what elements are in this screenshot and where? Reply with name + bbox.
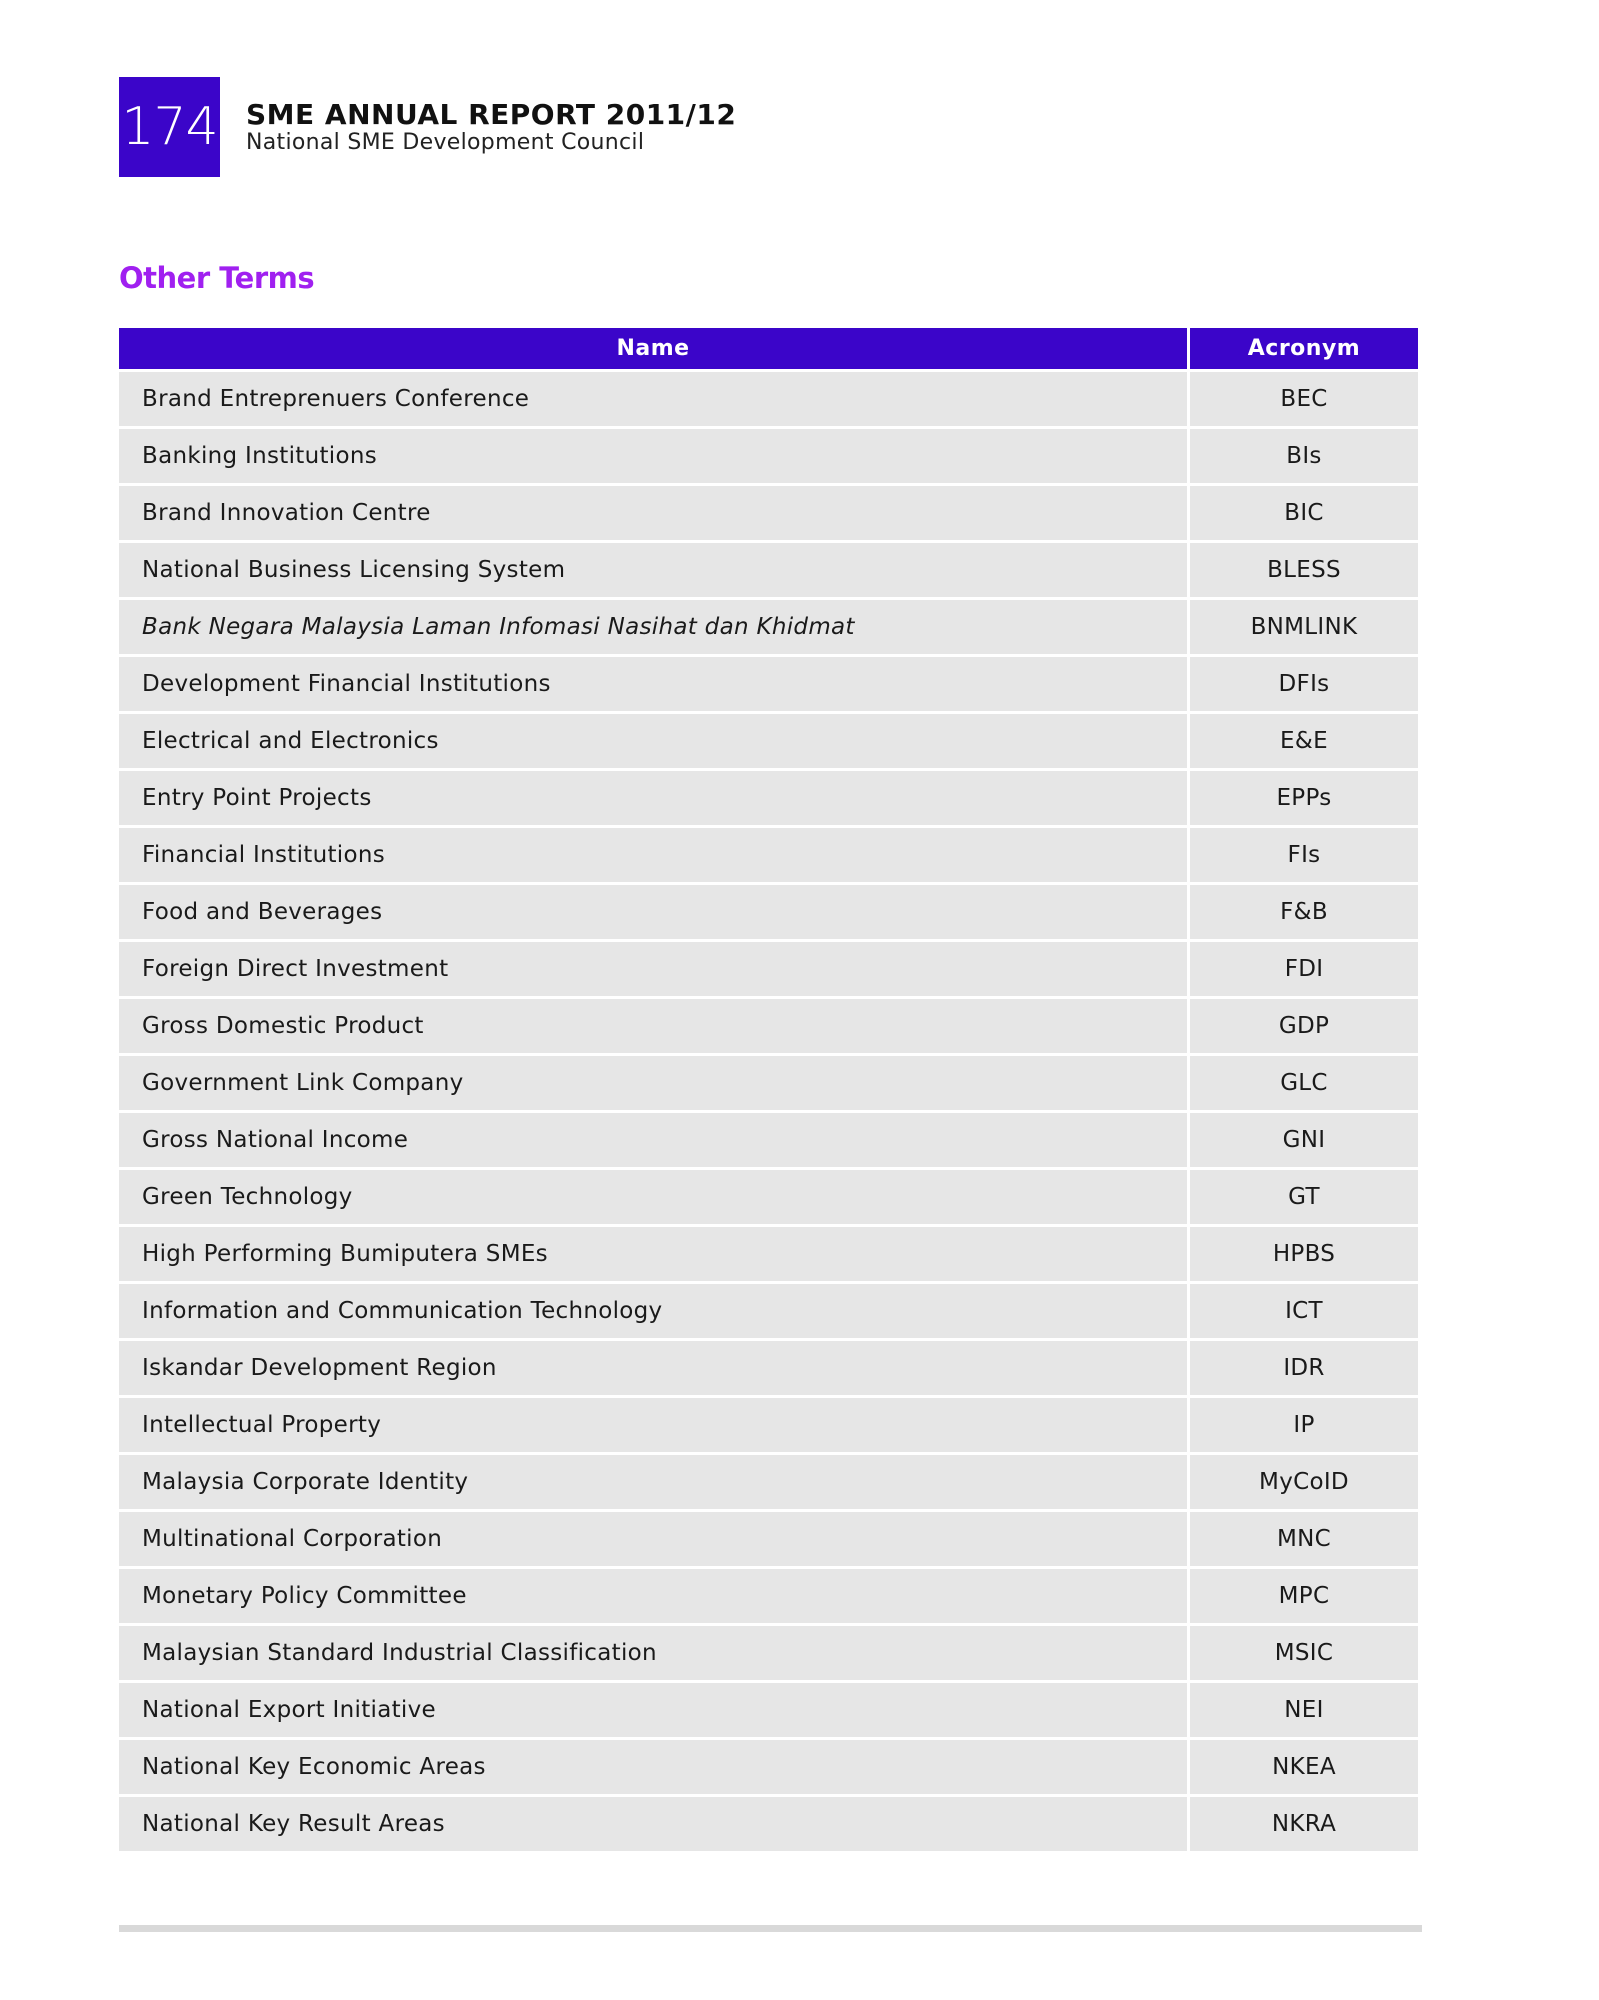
term-name: Government Link Company bbox=[119, 1053, 1190, 1110]
term-acronym: GNI bbox=[1190, 1110, 1418, 1167]
term-acronym: HPBS bbox=[1190, 1224, 1418, 1281]
term-acronym: MPC bbox=[1190, 1566, 1418, 1623]
term-acronym: NEI bbox=[1190, 1680, 1418, 1737]
term-acronym: MSIC bbox=[1190, 1623, 1418, 1680]
term-acronym: GDP bbox=[1190, 996, 1418, 1053]
term-acronym: F&B bbox=[1190, 882, 1418, 939]
term-acronym: BIC bbox=[1190, 483, 1418, 540]
table-row bbox=[119, 1110, 1418, 1167]
term-name: Gross Domestic Product bbox=[119, 996, 1190, 1053]
term-name: Entry Point Projects bbox=[119, 768, 1190, 825]
footer-divider bbox=[119, 1925, 1422, 1932]
table-row bbox=[119, 1395, 1418, 1452]
report-subtitle: National SME Development Council bbox=[246, 130, 645, 155]
term-name: National Key Economic Areas bbox=[119, 1737, 1190, 1794]
table-row bbox=[119, 540, 1418, 597]
term-acronym: EPPs bbox=[1190, 768, 1418, 825]
page-number: 174 bbox=[121, 97, 218, 157]
term-name: National Business Licensing System bbox=[119, 540, 1190, 597]
table-row bbox=[119, 1737, 1418, 1794]
table-body bbox=[119, 369, 1418, 1851]
term-name: Banking Institutions bbox=[119, 426, 1190, 483]
term-acronym: MyCoID bbox=[1190, 1452, 1418, 1509]
term-acronym: FDI bbox=[1190, 939, 1418, 996]
table-header-row bbox=[119, 328, 1418, 369]
term-name: Malaysia Corporate Identity bbox=[119, 1452, 1190, 1509]
term-acronym: BEC bbox=[1190, 369, 1418, 426]
table-row bbox=[119, 1566, 1418, 1623]
term-acronym: BLESS bbox=[1190, 540, 1418, 597]
term-name: National Export Initiative bbox=[119, 1680, 1190, 1737]
section-title: Other Terms bbox=[119, 261, 315, 295]
column-header-acronym: Acronym bbox=[1190, 328, 1418, 369]
term-name: Green Technology bbox=[119, 1167, 1190, 1224]
term-name: Monetary Policy Committee bbox=[119, 1566, 1190, 1623]
term-acronym: IDR bbox=[1190, 1338, 1418, 1395]
term-acronym: BIs bbox=[1190, 426, 1418, 483]
table-row bbox=[119, 996, 1418, 1053]
table-row bbox=[119, 1167, 1418, 1224]
table-row bbox=[119, 711, 1418, 768]
term-name: Iskandar Development Region bbox=[119, 1338, 1190, 1395]
table-row bbox=[119, 654, 1418, 711]
term-name: Brand Entreprenuers Conference bbox=[119, 369, 1190, 426]
term-name: Brand Innovation Centre bbox=[119, 483, 1190, 540]
term-name: Bank Negara Malaysia Laman Infomasi Nasihat dan Khidmat bbox=[119, 597, 1190, 654]
table-row bbox=[119, 825, 1418, 882]
term-name: Multinational Corporation bbox=[119, 1509, 1190, 1566]
term-acronym: FIs bbox=[1190, 825, 1418, 882]
table-row bbox=[119, 1452, 1418, 1509]
term-name: Foreign Direct Investment bbox=[119, 939, 1190, 996]
term-acronym: IP bbox=[1190, 1395, 1418, 1452]
term-acronym: E&E bbox=[1190, 711, 1418, 768]
term-acronym: DFIs bbox=[1190, 654, 1418, 711]
table-row bbox=[119, 1338, 1418, 1395]
term-name: Electrical and Electronics bbox=[119, 711, 1190, 768]
term-acronym: MNC bbox=[1190, 1509, 1418, 1566]
term-acronym: GT bbox=[1190, 1167, 1418, 1224]
table-row bbox=[119, 1224, 1418, 1281]
term-name: High Performing Bumiputera SMEs bbox=[119, 1224, 1190, 1281]
table-row bbox=[119, 1509, 1418, 1566]
term-name: Development Financial Institutions bbox=[119, 654, 1190, 711]
term-name: Food and Beverages bbox=[119, 882, 1190, 939]
table-row bbox=[119, 1680, 1418, 1737]
term-acronym: NKRA bbox=[1190, 1794, 1418, 1851]
table-row bbox=[119, 939, 1418, 996]
table-row bbox=[119, 483, 1418, 540]
table-row bbox=[119, 1623, 1418, 1680]
term-acronym: NKEA bbox=[1190, 1737, 1418, 1794]
table-row bbox=[119, 768, 1418, 825]
table-row bbox=[119, 882, 1418, 939]
term-name: Financial Institutions bbox=[119, 825, 1190, 882]
terms-table bbox=[119, 328, 1418, 1851]
table-row bbox=[119, 1281, 1418, 1338]
page-number-box bbox=[119, 77, 220, 177]
term-acronym: GLC bbox=[1190, 1053, 1418, 1110]
term-acronym: ICT bbox=[1190, 1281, 1418, 1338]
column-header-name: Name bbox=[119, 328, 1190, 369]
table-row bbox=[119, 597, 1418, 654]
table-row bbox=[119, 426, 1418, 483]
table-row bbox=[119, 1053, 1418, 1110]
term-name: Intellectual Property bbox=[119, 1395, 1190, 1452]
table-row bbox=[119, 1794, 1418, 1851]
term-name: National Key Result Areas bbox=[119, 1794, 1190, 1851]
table-row bbox=[119, 369, 1418, 426]
term-name: Gross National Income bbox=[119, 1110, 1190, 1167]
term-name: Information and Communication Technology bbox=[119, 1281, 1190, 1338]
term-acronym: BNMLINK bbox=[1190, 597, 1418, 654]
report-title: SME ANNUAL REPORT 2011/12 bbox=[246, 98, 737, 131]
term-name: Malaysian Standard Industrial Classification bbox=[119, 1623, 1190, 1680]
